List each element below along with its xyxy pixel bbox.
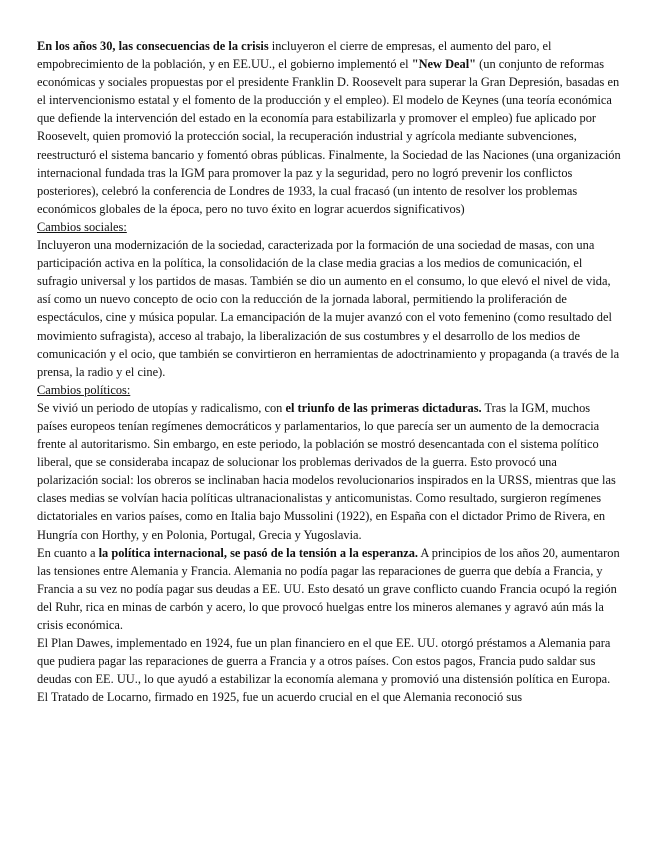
- intro-text-1: incluyeron el cierre de empresas, el aumento del paro, el empobrecimiento de la población, y en EE.UU., el gobierno implementó el: [37, 39, 552, 72]
- intro-lead-bold: En los años 30, las consecuencias de la crisis: [37, 39, 269, 53]
- international-bold: la política internacional, se pasó de la tensión a la esperanza.: [98, 545, 418, 560]
- international-text-1: En cuanto a: [37, 545, 99, 560]
- social-paragraph: Incluyeron una modernización de la sociedad, caracterizada por la formación de una sociedad de masas, con una participación activa en la política, la consolidación de la clase media gracias a los medios de comunicación, el sufragio universal y los partidos de masas. También se dio un aumento en el consumo, lo que elevó el nivel de vida, así como un nuevo concepto de ocio con la reducción de la jornada laboral, permitiendo la proliferación de espectáculos, cine y música popular. La emancipación de la mujer avanzó con el voto femenino (como resultado del movimiento sufragista), acceso al trabajo, la liberalización de sus costumbres y el desarrollo de los medios de comunicación y el ocio, que también se convirtieron en herramientas de adoctrinamiento y propaganda (a través de la prensa, la radio y el cine).: [37, 238, 620, 379]
- locarno-paragraph: El Tratado de Locarno, firmado en 1925, fue un acuerdo crucial en el que Alemania reconoció sus: [37, 690, 523, 705]
- political-paragraph: [37, 399, 621, 544]
- political-bold: el triunfo de las primeras dictaduras.: [285, 400, 482, 415]
- international-text-2: A principios de los años 20, aumentaron las tensiones entre Alemania y Francia. Alemania no podía pagar las reparaciones de guerra que debía a Francia, y Francia a su vez no podía pagar sus deudas a EE. UU. Esto desató un grave conflicto cuando Francia ocupó la región del Ruhr, rica en minas de carbón y acero, lo que provocó huelgas entre los mineros alemanes y agravó aún más la crisis económica.: [37, 545, 620, 632]
- document-page: [37, 37, 621, 706]
- intro-text-2: (un conjunto de reformas económicas y sociales propuestas por el presidente Franklin D. Roosevelt para superar la Gran Depresión, basadas en el intervencionismo estatal y el fomento de la producción y el empleo). El modelo de Keynes (una teoría económica que defiende la intervención del estado en la economía para estabilizarla y promover el empleo) fue aplicado por Roosevelt, quien promovió la protección social, la recuperación industrial y agrícola mediante subvenciones, reestructuró el sistema bancario y fomentó obras públicas. Finalmente, la Sociedad de las Naciones (una organización internacional fundada tras la IGM para promover la paz y la seguridad, pero no logró prevenir los conflictos posteriores), celebró la conferencia de Londres de 1933, la cual fracasó (un intento de resolver los problemas económicos globales de la época, pero no tuvo éxito en lograr acuerdos significativos): [37, 57, 621, 216]
- political-text-2: Tras la IGM, muchos países europeos tenían regímenes democráticos y parlamentarios, lo que parecía ser un aumento de la democracia frente al autoritarismo. Sin embargo, en este periodo, la población se mostró desencantada con el sistema político liberal, que se consideraba incapaz de solucionar los problemas derivados de la guerra. Esto provocó una polarización social: los obreros se inclinaban hacia modelos revolucionarios inspirados en la URSS, mientras que las clases medias se volvían hacia políticas ultranacionalistas y anticomunistas. Como resultado, surgieron regímenes dictatoriales en varios países, como en Italia bajo Mussolini (1922), en España con el dictador Primo de Rivera, en Hungría con Horthy, y en Polonia, Portugal, Grecia y Yugoslavia.: [37, 400, 616, 542]
- social-heading: Cambios sociales:: [37, 219, 127, 234]
- new-deal-bold: "New Deal": [411, 57, 477, 72]
- political-text-1: Se vivió un periodo de utopías y radicalismo, con: [37, 400, 286, 415]
- intro-paragraph: [37, 37, 621, 218]
- international-paragraph: [37, 544, 621, 634]
- dawes-paragraph: El Plan Dawes, implementado en 1924, fue un plan financiero en el que EE. UU. otorgó préstamos a Alemania para que pudiera pagar las reparaciones de guerra a Francia y a otros países. Con estos pagos, Francia pudo saldar sus deudas con EE. UU., lo que ayudó a estabilizar la economía alemana y promovió una distensión política en Europa.: [37, 636, 611, 687]
- political-heading: Cambios políticos:: [37, 382, 131, 397]
